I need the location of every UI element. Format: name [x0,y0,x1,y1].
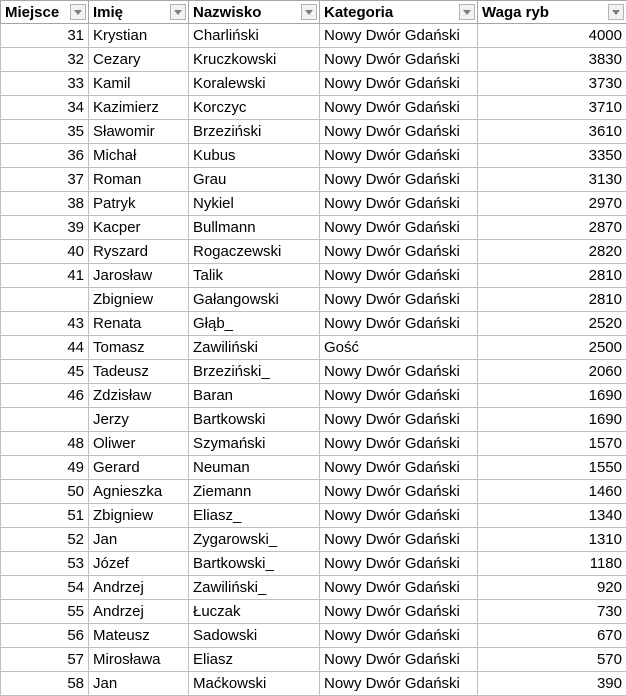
cell-miejsce[interactable]: 44 [1,336,89,360]
cell-nazwisko[interactable]: Charliński [189,24,320,48]
cell-nazwisko[interactable]: Rogaczewski [189,240,320,264]
cell-waga[interactable]: 2820 [478,240,626,264]
cell-miejsce[interactable]: 40 [1,240,89,264]
cell-miejsce[interactable]: 52 [1,528,89,552]
table-row [1,120,626,144]
cell-miejsce[interactable]: 53 [1,552,89,576]
cell-imie[interactable]: Zbigniew [89,504,189,528]
cell-imie[interactable]: Agnieszka [89,480,189,504]
cell-miejsce[interactable]: 33 [1,72,89,96]
cell-miejsce[interactable]: 48 [1,432,89,456]
table-row [1,288,626,312]
table-row [1,600,626,624]
cell-miejsce[interactable] [1,288,89,312]
cell-kategoria[interactable]: Nowy Dwór Gdański [320,408,478,432]
cell-miejsce[interactable]: 36 [1,144,89,168]
header-nazwisko[interactable] [189,1,320,24]
cell-imie[interactable]: Tomasz [89,336,189,360]
cell-kategoria[interactable]: Nowy Dwór Gdański [320,384,478,408]
cell-nazwisko[interactable]: Talik [189,264,320,288]
cell-miejsce[interactable]: 49 [1,456,89,480]
table-row [1,240,626,264]
header-row [1,1,626,24]
cell-waga[interactable]: 1550 [478,456,626,480]
cell-kategoria[interactable]: Nowy Dwór Gdański [320,576,478,600]
cell-waga[interactable]: 2500 [478,336,626,360]
cell-kategoria[interactable]: Nowy Dwór Gdański [320,216,478,240]
cell-kategoria[interactable]: Nowy Dwór Gdański [320,48,478,72]
cell-nazwisko[interactable]: Głąb_ [189,312,320,336]
cell-waga[interactable]: 3350 [478,144,626,168]
table-row [1,336,626,360]
cell-kategoria[interactable]: Nowy Dwór Gdański [320,144,478,168]
cell-miejsce[interactable]: 54 [1,576,89,600]
cell-waga[interactable]: 2870 [478,216,626,240]
table-row [1,312,626,336]
table-row [1,192,626,216]
cell-imie[interactable]: Michał [89,144,189,168]
filter-dropdown-icon[interactable] [170,4,186,20]
table-row [1,168,626,192]
cell-waga[interactable]: 3830 [478,48,626,72]
cell-imie[interactable]: Oliwer [89,432,189,456]
cell-miejsce[interactable]: 34 [1,96,89,120]
table-body [1,24,626,696]
table-row [1,456,626,480]
cell-imie[interactable]: Zbigniew [89,288,189,312]
cell-imie[interactable]: Kacper [89,216,189,240]
cell-miejsce[interactable]: 37 [1,168,89,192]
header-miejsce-label: Miejsce [5,4,59,21]
cell-kategoria[interactable]: Nowy Dwór Gdański [320,528,478,552]
cell-kategoria[interactable]: Nowy Dwór Gdański [320,360,478,384]
cell-waga[interactable]: 1460 [478,480,626,504]
cell-nazwisko[interactable]: Nykiel [189,192,320,216]
cell-kategoria[interactable]: Nowy Dwór Gdański [320,600,478,624]
filter-dropdown-icon[interactable] [70,4,86,20]
cell-waga[interactable]: 390 [478,672,626,696]
cell-miejsce[interactable]: 58 [1,672,89,696]
cell-kategoria[interactable]: Nowy Dwór Gdański [320,552,478,576]
table-row [1,144,626,168]
cell-imie[interactable]: Andrzej [89,600,189,624]
cell-kategoria[interactable]: Nowy Dwór Gdański [320,648,478,672]
cell-nazwisko[interactable]: Maćkowski [189,672,320,696]
cell-imie[interactable]: Krystian [89,24,189,48]
cell-imie[interactable]: Kamil [89,72,189,96]
cell-waga[interactable]: 670 [478,624,626,648]
cell-miejsce[interactable]: 38 [1,192,89,216]
cell-nazwisko[interactable]: Bullmann [189,216,320,240]
cell-nazwisko[interactable]: Łuczak [189,600,320,624]
cell-waga[interactable]: 570 [478,648,626,672]
cell-imie[interactable]: Ryszard [89,240,189,264]
header-imie[interactable] [89,1,189,24]
cell-nazwisko[interactable]: Zawiliński_ [189,576,320,600]
cell-miejsce[interactable]: 41 [1,264,89,288]
table-row [1,552,626,576]
cell-nazwisko[interactable]: Zygarowski_ [189,528,320,552]
header-waga-label: Waga ryb [482,4,549,21]
cell-kategoria[interactable]: Nowy Dwór Gdański [320,240,478,264]
cell-nazwisko[interactable]: Kruczkowski [189,48,320,72]
cell-kategoria[interactable]: Nowy Dwór Gdański [320,168,478,192]
header-nazwisko-label: Nazwisko [193,4,261,21]
cell-nazwisko[interactable]: Brzeziński [189,120,320,144]
cell-miejsce[interactable]: 32 [1,48,89,72]
cell-waga[interactable]: 3610 [478,120,626,144]
cell-waga[interactable]: 1180 [478,552,626,576]
cell-miejsce[interactable]: 39 [1,216,89,240]
cell-kategoria[interactable]: Nowy Dwór Gdański [320,24,478,48]
cell-waga[interactable]: 2810 [478,288,626,312]
cell-waga[interactable]: 730 [478,600,626,624]
table-row [1,408,626,432]
table-row [1,24,626,48]
header-kategoria[interactable] [320,1,478,24]
cell-kategoria[interactable]: Nowy Dwór Gdański [320,432,478,456]
cell-miejsce[interactable]: 51 [1,504,89,528]
cell-imie[interactable]: Józef [89,552,189,576]
cell-imie[interactable]: Sławomir [89,120,189,144]
table-row [1,72,626,96]
cell-nazwisko[interactable]: Koralewski [189,72,320,96]
cell-nazwisko[interactable]: Grau [189,168,320,192]
cell-kategoria[interactable]: Nowy Dwór Gdański [320,192,478,216]
cell-imie[interactable]: Roman [89,168,189,192]
cell-nazwisko[interactable]: Eliasz_ [189,504,320,528]
cell-nazwisko[interactable]: Baran [189,384,320,408]
cell-waga[interactable]: 1310 [478,528,626,552]
cell-nazwisko[interactable]: Kubus [189,144,320,168]
cell-nazwisko[interactable]: Eliasz [189,648,320,672]
cell-kategoria[interactable]: Nowy Dwór Gdański [320,264,478,288]
cell-kategoria[interactable]: Nowy Dwór Gdański [320,288,478,312]
cell-miejsce[interactable]: 35 [1,120,89,144]
cell-waga[interactable]: 920 [478,576,626,600]
cell-waga[interactable]: 1570 [478,432,626,456]
cell-miejsce[interactable]: 55 [1,600,89,624]
table-row [1,528,626,552]
cell-imie[interactable]: Jarosław [89,264,189,288]
cell-waga[interactable]: 3710 [478,96,626,120]
table-row [1,96,626,120]
table-row [1,384,626,408]
cell-kategoria[interactable]: Nowy Dwór Gdański [320,456,478,480]
cell-miejsce[interactable] [1,408,89,432]
header-waga[interactable] [478,1,626,24]
cell-miejsce[interactable]: 56 [1,624,89,648]
cell-imie[interactable]: Mateusz [89,624,189,648]
cell-imie[interactable]: Zdzisław [89,384,189,408]
table-row [1,648,626,672]
cell-imie[interactable]: Patryk [89,192,189,216]
filter-dropdown-icon[interactable] [301,4,317,20]
table-row [1,480,626,504]
filter-dropdown-icon[interactable] [459,4,475,20]
cell-waga[interactable]: 2810 [478,264,626,288]
cell-waga[interactable]: 2970 [478,192,626,216]
cell-imie[interactable]: Tadeusz [89,360,189,384]
header-imie-label: Imię [93,4,123,21]
table-row [1,576,626,600]
cell-miejsce[interactable]: 46 [1,384,89,408]
cell-imie[interactable]: Jerzy [89,408,189,432]
cell-waga[interactable]: 1690 [478,408,626,432]
cell-imie[interactable]: Jan [89,528,189,552]
table-row [1,264,626,288]
cell-waga[interactable]: 1340 [478,504,626,528]
cell-miejsce[interactable]: 57 [1,648,89,672]
cell-nazwisko[interactable]: Zawiliński [189,336,320,360]
table-row [1,504,626,528]
cell-miejsce[interactable]: 43 [1,312,89,336]
cell-kategoria[interactable]: Nowy Dwór Gdański [320,120,478,144]
table-row [1,432,626,456]
cell-miejsce[interactable]: 45 [1,360,89,384]
cell-nazwisko[interactable]: Gałangowski [189,288,320,312]
cell-kategoria[interactable]: Nowy Dwór Gdański [320,312,478,336]
cell-kategoria[interactable]: Nowy Dwór Gdański [320,624,478,648]
cell-nazwisko[interactable]: Sadowski [189,624,320,648]
cell-waga[interactable]: 3730 [478,72,626,96]
table-row [1,360,626,384]
header-kategoria-label: Kategoria [324,4,393,21]
cell-kategoria[interactable]: Nowy Dwór Gdański [320,96,478,120]
cell-kategoria[interactable]: Nowy Dwór Gdański [320,504,478,528]
cell-imie[interactable]: Mirosława [89,648,189,672]
cell-nazwisko[interactable]: Bartkowski_ [189,552,320,576]
cell-waga[interactable]: 3130 [478,168,626,192]
cell-kategoria[interactable]: Nowy Dwór Gdański [320,480,478,504]
cell-waga[interactable]: 1690 [478,384,626,408]
cell-imie[interactable]: Renata [89,312,189,336]
cell-imie[interactable]: Kazimierz [89,96,189,120]
cell-miejsce[interactable]: 50 [1,480,89,504]
cell-waga[interactable]: 4000 [478,24,626,48]
filter-dropdown-icon[interactable] [608,4,624,20]
cell-nazwisko[interactable]: Szymański [189,432,320,456]
cell-waga[interactable]: 2060 [478,360,626,384]
cell-nazwisko[interactable]: Ziemann [189,480,320,504]
cell-nazwisko[interactable]: Bartkowski [189,408,320,432]
table-row [1,216,626,240]
table-row [1,624,626,648]
cell-nazwisko[interactable]: Brzeziński_ [189,360,320,384]
cell-nazwisko[interactable]: Neuman [189,456,320,480]
cell-miejsce[interactable]: 31 [1,24,89,48]
cell-imie[interactable]: Andrzej [89,576,189,600]
cell-waga[interactable]: 2520 [478,312,626,336]
cell-imie[interactable]: Gerard [89,456,189,480]
cell-kategoria[interactable]: Nowy Dwór Gdański [320,672,478,696]
cell-nazwisko[interactable]: Korczyc [189,96,320,120]
cell-imie[interactable]: Jan [89,672,189,696]
cell-kategoria[interactable]: Gość [320,336,478,360]
header-miejsce[interactable] [1,1,89,24]
cell-kategoria[interactable]: Nowy Dwór Gdański [320,72,478,96]
cell-imie[interactable]: Cezary [89,48,189,72]
table-row [1,48,626,72]
table-row [1,672,626,696]
